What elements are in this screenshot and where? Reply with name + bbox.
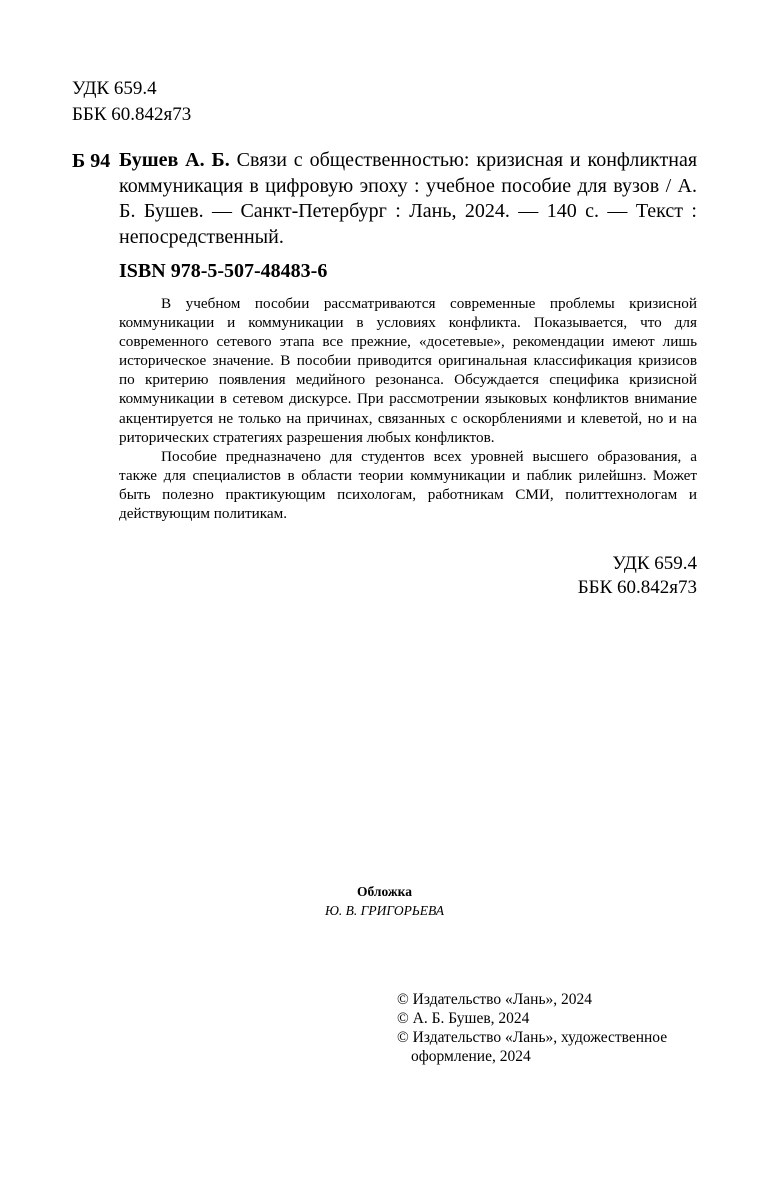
bibliographic-record (119, 148, 697, 250)
author-name: Бушев А. Б. (119, 149, 230, 171)
copyright-block (397, 990, 697, 1066)
isbn: ISBN 978-5-507-48483-6 (119, 260, 328, 282)
bbk-header: ББК 60.842я73 (72, 104, 192, 125)
udk-header: УДК 659.4 (72, 78, 157, 99)
cover-designer: Ю. В. ГРИГОРЬЕВА (324, 903, 445, 918)
cover-label: Обложка (356, 884, 412, 899)
abstract-paragraph-2: Пособие предназначено для студентов всех уровней высшего образования, а также для специалистов в области теории коммуникации и паблик рилейшнз. Может быть полезно практикующим психологам, работникам СМИ, политтехнологам и действующим политикам. (119, 447, 697, 523)
author-mark: Б 94 (72, 150, 111, 172)
abstract-paragraph-1: В учебном пособии рассматриваются современные проблемы кризисной коммуникации и коммуникации в условиях конфликта. Показывается, что для современного сетевого этапа все прежние, «досетевые», рекомендации имеют лишь историческое значение. В пособии приводится оригинальная классификация кризисов по критерию появления медийного резонанса. Обсуждается специфика кризисной коммуникации в сетевом дискурсе. При рассмотрении языковых конфликтов внимание акцентируется не только на причинах, связанных с оскорблениями и клеветой, но и на риторических стратегиях разрешения любых конфликтов. (119, 295, 697, 446)
copyright-design-continued: оформление, 2024 (411, 1048, 531, 1065)
udk-footer: УДК 659.4 (612, 553, 697, 574)
copyright-design: © Издательство «Лань», художественное (397, 1029, 668, 1046)
bbk-footer: ББК 60.842я73 (577, 577, 697, 598)
copyright-author: © А. Б. Бушев, 2024 (397, 1010, 530, 1027)
copyright-publisher: © Издательство «Лань», 2024 (397, 991, 593, 1008)
cover-credit (0, 882, 769, 920)
book-description: Связи с общественностью: кризисная и конфликтная коммуникация в цифровую эпоху : учебное пособие для вузов / А. Б. Бушев. — Санкт-Петербург : Лань, 2024. — 140 с. — Текст : непосредственный. (119, 149, 698, 248)
index-block (578, 552, 697, 600)
abstract (119, 294, 697, 523)
